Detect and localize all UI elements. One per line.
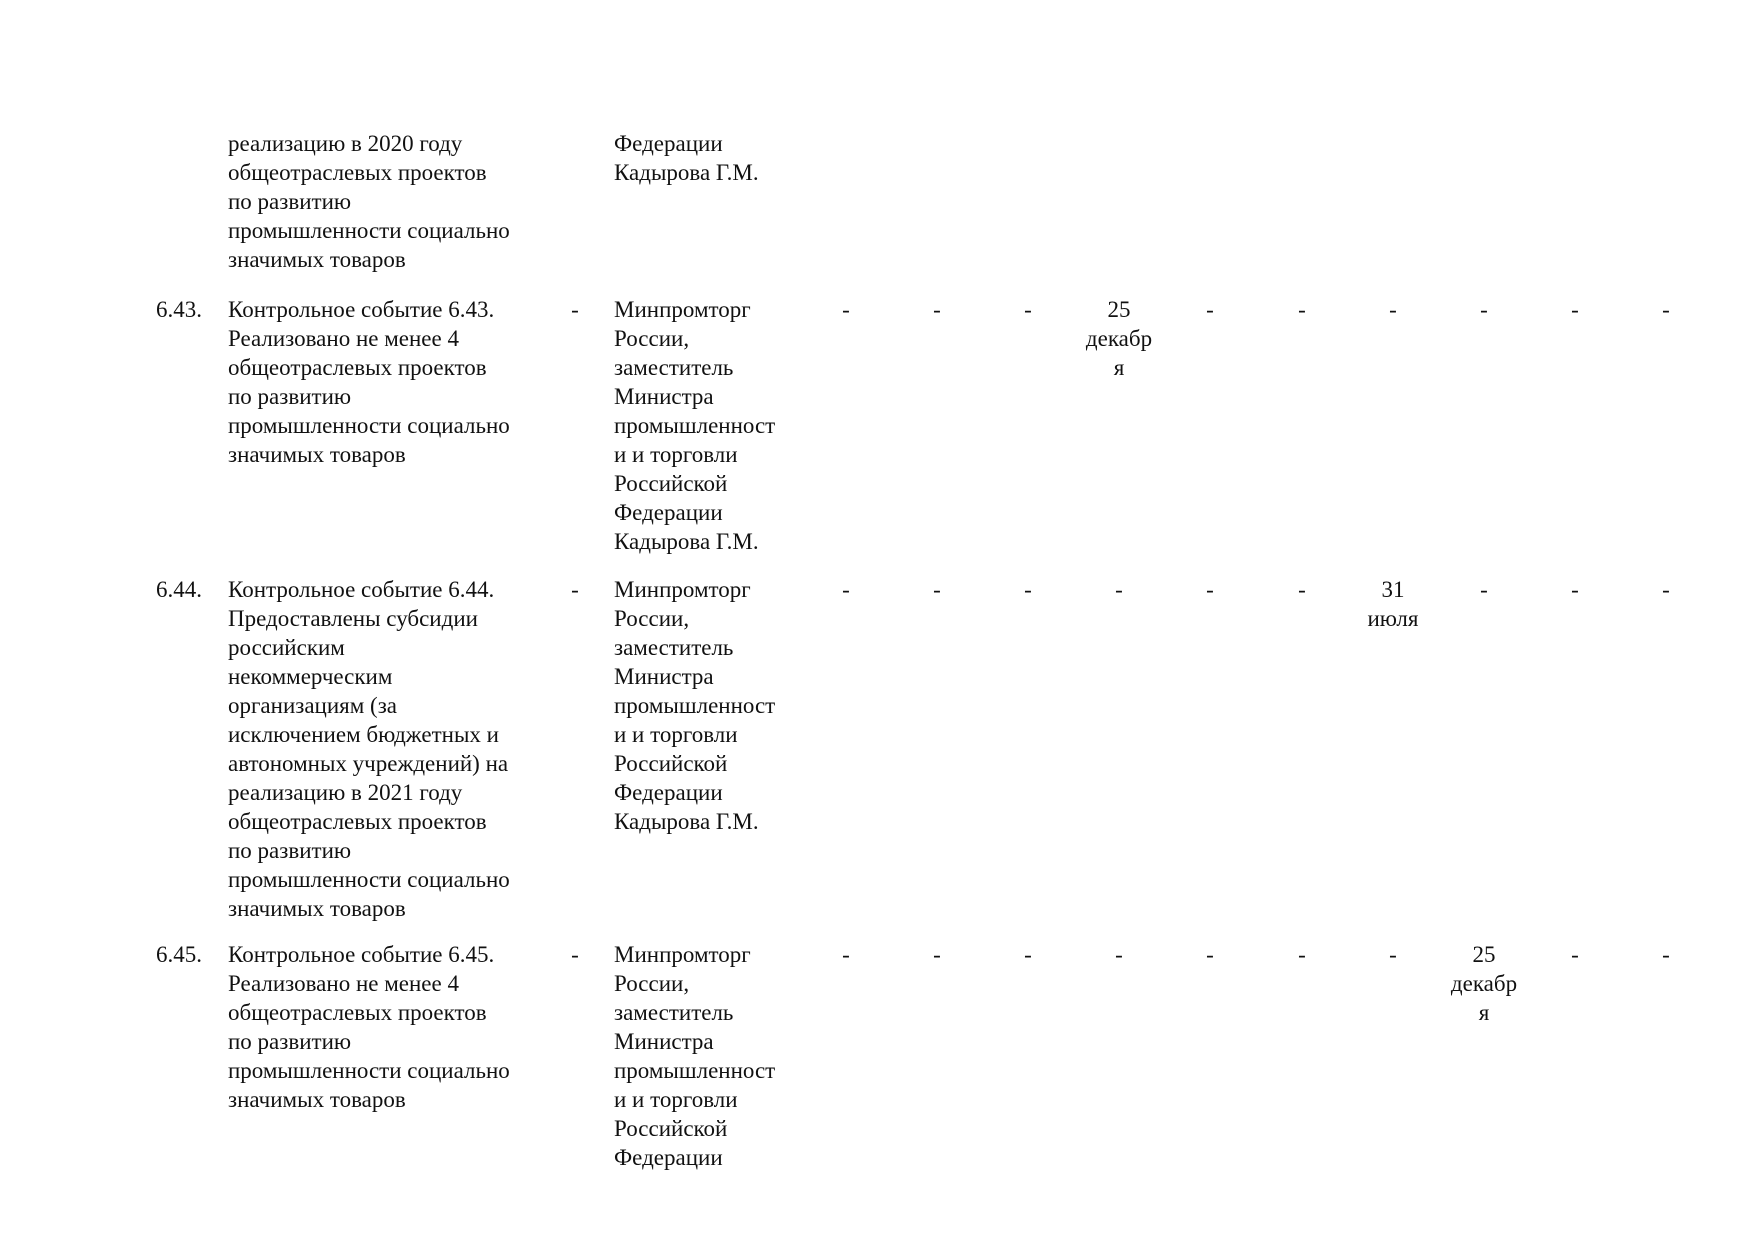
responsible-line: и и торговли [614, 1087, 738, 1112]
quarter-cell [1533, 940, 1617, 969]
responsible-line: промышленност [614, 693, 776, 718]
event-name-line: по развитию [228, 384, 352, 409]
quarter-cell [1260, 295, 1344, 324]
event-name-line: реализацию в 2020 году [228, 131, 463, 156]
quarter-cell [1624, 575, 1708, 604]
quarter-value: 31 [1381, 577, 1405, 602]
responsible-cell [614, 940, 804, 1172]
responsible-line: Минпромторг [614, 577, 751, 602]
responsible-line: заместитель [614, 1000, 734, 1025]
responsible-line: заместитель [614, 355, 734, 380]
quarter-cell [1624, 940, 1708, 969]
event-name-line: промышленности социально [228, 413, 510, 438]
event-name-line: значимых товаров [228, 442, 406, 467]
responsible-line: Федерации [614, 780, 723, 805]
dash-cell: - [571, 297, 579, 322]
event-name-line: значимых товаров [228, 1087, 406, 1112]
event-name [228, 295, 558, 469]
quarter-value: июля [1367, 606, 1419, 631]
responsible-line: Российской [614, 471, 728, 496]
quarter-cell [1442, 940, 1526, 1027]
quarter-value: - [933, 577, 941, 602]
quarter-value: - [1024, 942, 1032, 967]
dash-cell: - [571, 942, 579, 967]
event-name-line: некоммерческим [228, 664, 393, 689]
quarter-value: - [1571, 942, 1579, 967]
event-name-line: промышленности социально [228, 867, 510, 892]
responsible-line: Минпромторг [614, 297, 751, 322]
quarter-cell [1168, 295, 1252, 324]
quarter-value: я [1113, 355, 1125, 380]
quarter-value: 25 [1472, 942, 1496, 967]
event-name-line: общеотраслевых проектов [228, 809, 487, 834]
quarter-cell [1533, 295, 1617, 324]
quarter-cell [1624, 295, 1708, 324]
quarter-value: - [1662, 577, 1670, 602]
responsible-line: России, [614, 971, 690, 996]
quarter-cell [1077, 295, 1161, 382]
responsible-line: Российской [614, 751, 728, 776]
quarter-value: - [933, 297, 941, 322]
quarter-cell [1351, 940, 1435, 969]
quarter-cell [986, 940, 1070, 969]
event-name-line: Предоставлены субсидии [228, 606, 478, 631]
responsible-line: и и торговли [614, 722, 738, 747]
quarter-value: - [1206, 577, 1214, 602]
quarter-value: - [1298, 297, 1306, 322]
quarter-cell [1077, 940, 1161, 969]
event-name-line: промышленности социально [228, 1058, 510, 1083]
quarter-cell [1351, 295, 1435, 324]
quarter-value: - [842, 577, 850, 602]
responsible-line: Министра [614, 1029, 714, 1054]
responsible-line: Федерации [614, 1145, 723, 1170]
quarter-cell [1351, 575, 1435, 633]
row-number: 6.44. [156, 577, 202, 602]
quarter-value: - [1571, 577, 1579, 602]
responsible-line: Кадырова Г.М. [614, 529, 759, 554]
responsible-line: Кадырова Г.М. [614, 809, 759, 834]
quarter-cell [895, 940, 979, 969]
responsible-line: Министра [614, 664, 714, 689]
quarter-cell [895, 575, 979, 604]
event-name [228, 940, 558, 1114]
quarter-value: - [1389, 942, 1397, 967]
quarter-value: - [1024, 577, 1032, 602]
quarter-value: - [842, 297, 850, 322]
event-name-line: по развитию [228, 1029, 352, 1054]
event-name-line: общеотраслевых проектов [228, 160, 487, 185]
event-name-line: значимых товаров [228, 247, 406, 272]
responsible-line: Федерации [614, 131, 723, 156]
event-name-line: по развитию [228, 838, 352, 863]
quarter-value: - [1298, 577, 1306, 602]
responsible-line: и и торговли [614, 442, 738, 467]
responsible-line: промышленност [614, 413, 776, 438]
responsible-line: России, [614, 326, 690, 351]
responsible-line: Министра [614, 384, 714, 409]
responsible-cell [614, 575, 804, 836]
quarter-value: - [1389, 297, 1397, 322]
event-name-line: автономных учреждений) на [228, 751, 509, 776]
responsible-cell [614, 295, 804, 556]
responsible-line: Минпромторг [614, 942, 751, 967]
event-name-line: общеотраслевых проектов [228, 1000, 487, 1025]
responsible-cell [614, 129, 804, 187]
event-name [228, 129, 558, 274]
quarter-cell [986, 575, 1070, 604]
quarter-cell [1077, 575, 1161, 604]
quarter-value: - [933, 942, 941, 967]
quarter-value: - [1298, 942, 1306, 967]
responsible-line: Российской [614, 1116, 728, 1141]
quarter-value: - [1571, 297, 1579, 322]
quarter-value: - [1115, 942, 1123, 967]
quarter-value: декабр [1085, 326, 1153, 351]
quarter-cell [804, 295, 888, 324]
responsible-line: заместитель [614, 635, 734, 660]
quarter-value: - [842, 942, 850, 967]
row-number: 6.43. [156, 297, 202, 322]
dash-cell: - [571, 577, 579, 602]
quarter-cell [1442, 295, 1526, 324]
row-number: 6.45. [156, 942, 202, 967]
quarter-cell [804, 940, 888, 969]
quarter-value: - [1206, 942, 1214, 967]
quarter-cell [895, 295, 979, 324]
event-name [228, 575, 558, 923]
event-name-line: значимых товаров [228, 896, 406, 921]
quarter-cell [1260, 575, 1344, 604]
quarter-value: 25 [1107, 297, 1131, 322]
event-name-line: общеотраслевых проектов [228, 355, 487, 380]
quarter-value: декабр [1450, 971, 1518, 996]
quarter-value: - [1206, 297, 1214, 322]
event-name-line: Контрольное событие 6.45. [228, 942, 495, 967]
quarter-value: - [1662, 297, 1670, 322]
event-name-line: промышленности социально [228, 218, 510, 243]
event-name-line: по развитию [228, 189, 352, 214]
quarter-cell [1168, 940, 1252, 969]
event-name-line: Реализовано не менее 4 [228, 971, 459, 996]
event-name-line: Контрольное событие 6.43. [228, 297, 495, 322]
event-name-line: Реализовано не менее 4 [228, 326, 459, 351]
quarter-value: - [1024, 297, 1032, 322]
event-name-line: исключением бюджетных и [228, 722, 499, 747]
quarter-cell [804, 575, 888, 604]
quarter-value: - [1480, 297, 1488, 322]
quarter-cell [986, 295, 1070, 324]
quarter-cell [1442, 575, 1526, 604]
responsible-line: России, [614, 606, 690, 631]
quarter-value: я [1478, 1000, 1490, 1025]
event-name-line: реализацию в 2021 году [228, 780, 463, 805]
responsible-line: промышленност [614, 1058, 776, 1083]
event-name-line: российским [228, 635, 345, 660]
quarter-value: - [1115, 577, 1123, 602]
quarter-cell [1168, 575, 1252, 604]
event-name-line: организациям (за [228, 693, 398, 718]
responsible-line: Федерации [614, 500, 723, 525]
responsible-line: Кадырова Г.М. [614, 160, 759, 185]
quarter-value: - [1480, 577, 1488, 602]
quarter-cell [1260, 940, 1344, 969]
quarter-value: - [1662, 942, 1670, 967]
quarter-cell [1533, 575, 1617, 604]
event-name-line: Контрольное событие 6.44. [228, 577, 495, 602]
